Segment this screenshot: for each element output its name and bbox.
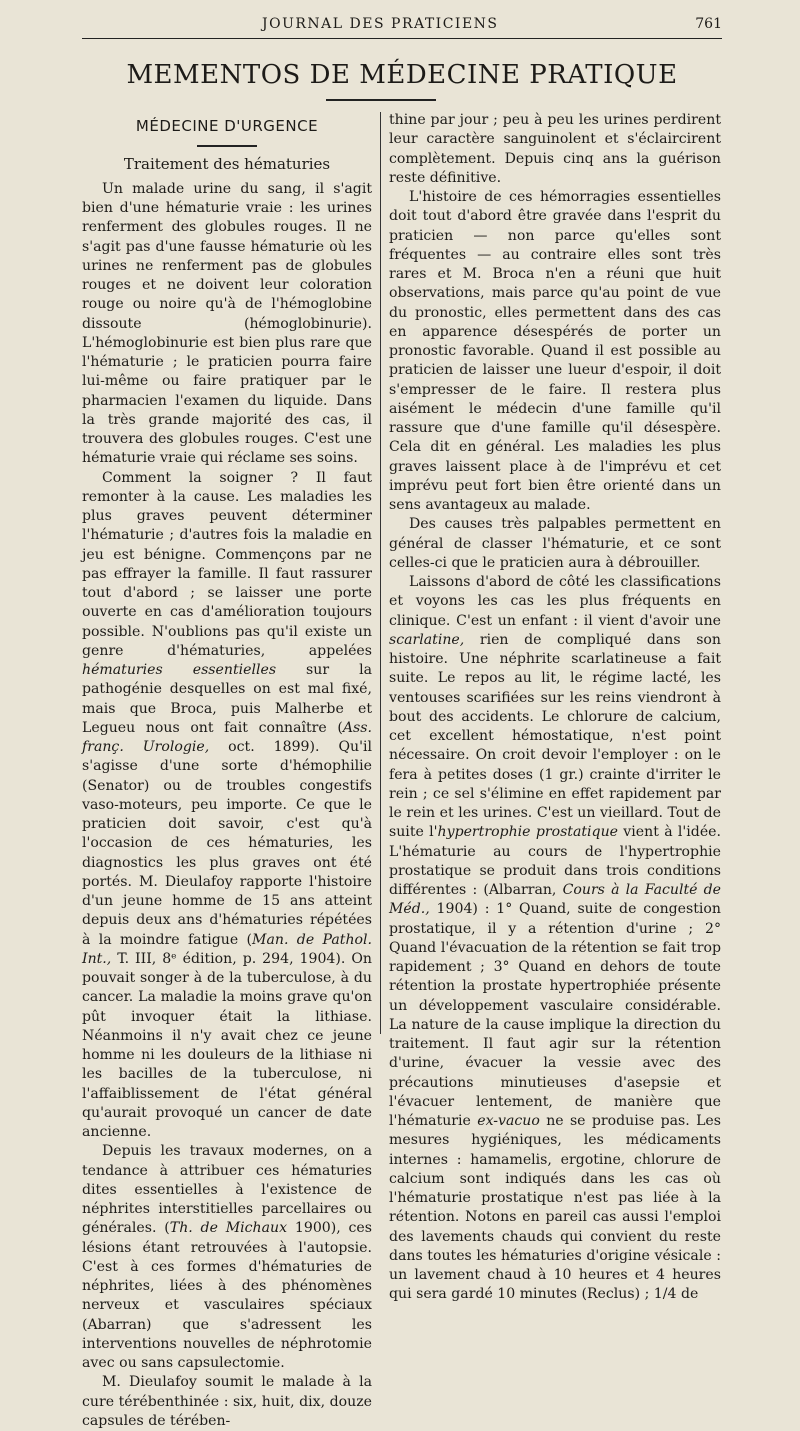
main-title: MEMENTOS DE MÉDECINE PRATIQUE — [126, 60, 678, 90]
running-head — [82, 12, 722, 39]
paragraph: M. Dieulafoy soumit le malade à la cure térébenthinée : six, huit, dix, douze capsules de térében- — [82, 1374, 372, 1429]
article-title: Traitement des hématuries — [123, 154, 331, 173]
running-title: JOURNAL DES PRATICIENS — [262, 16, 499, 32]
section-rule — [197, 145, 257, 147]
right-column — [389, 111, 721, 1305]
paragraph: L'histoire de ces hémorragies essentielles doit tout d'abord être gravée dans l'esprit du praticien — non parce qu'elles sont fréquentes — au contraire elles sont très rares et M. Broca n'en a réuni que huit observations, mais parce qu'au point de vue du pronostic, elles permettent dans des cas en apparence désespérés de porter un pronostic favorable. Quand il est possible au praticien de laisser une lueur d'espoir, il doit s'empresser de le faire. Il restera plus aisément le médecin d'une famille qu'il rassure que d'une famille qu'il désespère. Cela dit en général. Les maladies les plus graves laissent place à de l'imprévu et cet imprévu peut fort bien être orienté dans un sens avantageux au malade. — [389, 189, 721, 513]
title-rule — [326, 99, 436, 101]
paragraph: Des causes très palpables permettent en général de classer l'hématurie, et ce sont celles-ci que le praticien aura à débrouiller. — [389, 516, 721, 571]
left-column — [82, 112, 372, 1431]
section-title: MÉDECINE D'URGENCE — [135, 117, 319, 135]
paragraph: thine par jour ; peu à peu les urines perdirent leur caractère sanguinolent et s'éclaircirent complètement. Depuis cinq ans la guérison reste définitive. — [389, 112, 721, 186]
paragraph: Depuis les travaux modernes, on a tendance à attribuer ces hématuries dites essentielles à l'existence de néphrites interstitielles parcellaires ou générales. (Th. de Michaux 1900), ces lésions étant retrouvées à l'autopsie. C'est à ces formes d'hématuries de néphrites, liées à des phénomènes nerveux et vasculaires spéciaux (Abarran) que s'adressent les interventions nouvelles de néphrotomie avec ou sans capsulectomie. — [82, 1143, 373, 1371]
page-number: 761 — [695, 16, 722, 32]
paragraph: Un malade urine du sang, il s'agit bien d'une hématurie vraie : les urines renferment des globules rouges. Il ne s'agit pas d'une fausse hématurie où les urines ne renferment pas de globules rouges et ne doivent leur coloration rouge ou noire qu'à de l'hémoglobine dissoute (hémoglobinurie). L'hémoglobinurie est bien plus rare que l'hématurie ; le praticien pourra faire lui-même ou faire pratiquer par le pharmacien l'examen du liquide. Dans la très grande majorité des cas, il trouvera des globules rouges. C'est une hématurie vraie qui réclame ses soins. — [82, 180, 372, 467]
column-divider — [380, 112, 381, 1034]
paragraph: Laissons d'abord de côté les classifications et voyons les cas les plus fréquents en clinique. C'est un enfant : il vient d'avoir une scarlatine, rien de compliqué dans son histoire. Une néphrite scarlatineuse a fait suite. Le repos au lit, le régime lacté, les ventouses scarifiées sur les reins viendront à bout des accidents. Le chlorure de calcium, cet excellent hémostatique, n'est point nécessaire. On croit devoir l'employer : on le fera à petites doses (1 gr.) crainte d'irriter le rein ; ce sel s'élimine en effet rapidement par le rein et les urines. C'est un vieillard. Tout de suite l'hypertrophie prostatique vient à l'idée. L'hématurie au cours de l'hypertrophie prostatique se produit dans trois conditions différentes : (Albarran, Cours à la Faculté de Méd., 1904) : 1° Quand, suite de congestion prostatique, il y a rétention d'urine ; 2° Quand l'évacuation de la rétention se fait trop rapidement ; 3° Quand en dehors de toute rétention la prostate hypertrophiée présente un développement vasculaire considérable. La nature de la cause implique la direction du traitement. Il faut agir sur la rétention d'urine, évacuer la vessie avec des précautions minutieuses d'asepsie et l'évacuer lentement, de manière que l'hématurie ex-vacuo ne se produise pas. Les mesures hygiéniques, les médicaments internes : hamamelis, ergotine, chlorure de calcium sont indiqués dans les cas où l'hématurie prostatique n'est pas liée à la rétention. Notons en pareil cas aussi l'emploi des lavements chauds qui convient du reste dans toutes les hématuries d'origine vésicale : un lavement chaud à 10 heures et 4 heures qui sera gardé 10 minutes (Reclus) ; 1/4 de — [389, 574, 722, 1303]
paragraph: Comment la soigner ? Il faut remonter à la cause. Les maladies les plus graves peuvent déterminer l'hématurie ; d'autres fois la maladie en jeu est bénigne. Commençons par ne pas effrayer la famille. Il faut rassurer tout d'abord ; se laisser une porte ouverte en cas d'amélioration toujours possible. N'oublions pas qu'il existe un genre d'hématuries, appelées hématuries essentielles sur la pathogénie desquelles on est mal fixé, mais que Broca, puis Malherbe et Legueu nous ont fait connaître (Ass. franç. Urologie, oct. 1899). Qu'il s'agisse d'une sorte d'hémophilie (Senator) ou de troubles congestifs vaso-moteurs, peu importe. Ce que le praticien doit savoir, c'est qu'à l'occasion de ces hématuries, les diagnostics les plus graves ont été portés. M. Dieulafoy rapporte l'histoire d'un jeune homme de 15 ans atteint depuis deux ans d'hématuries répétées à la moindre fatigue (Man. de Pathol. Int., T. III, 8ᵉ édition, p. 294, 1904). On pouvait songer à de la tuberculose, à du cancer. La maladie la moins grave qu'on pût invoquer était la lithiase. Néanmoins il n'y avait chez ce jeune homme ni les douleurs de la lithiase ni les bacilles de la tuberculose, ni l'affaiblissement de l'état général qu'aurait provoqué un cancer de date ancienne. — [82, 469, 372, 1140]
